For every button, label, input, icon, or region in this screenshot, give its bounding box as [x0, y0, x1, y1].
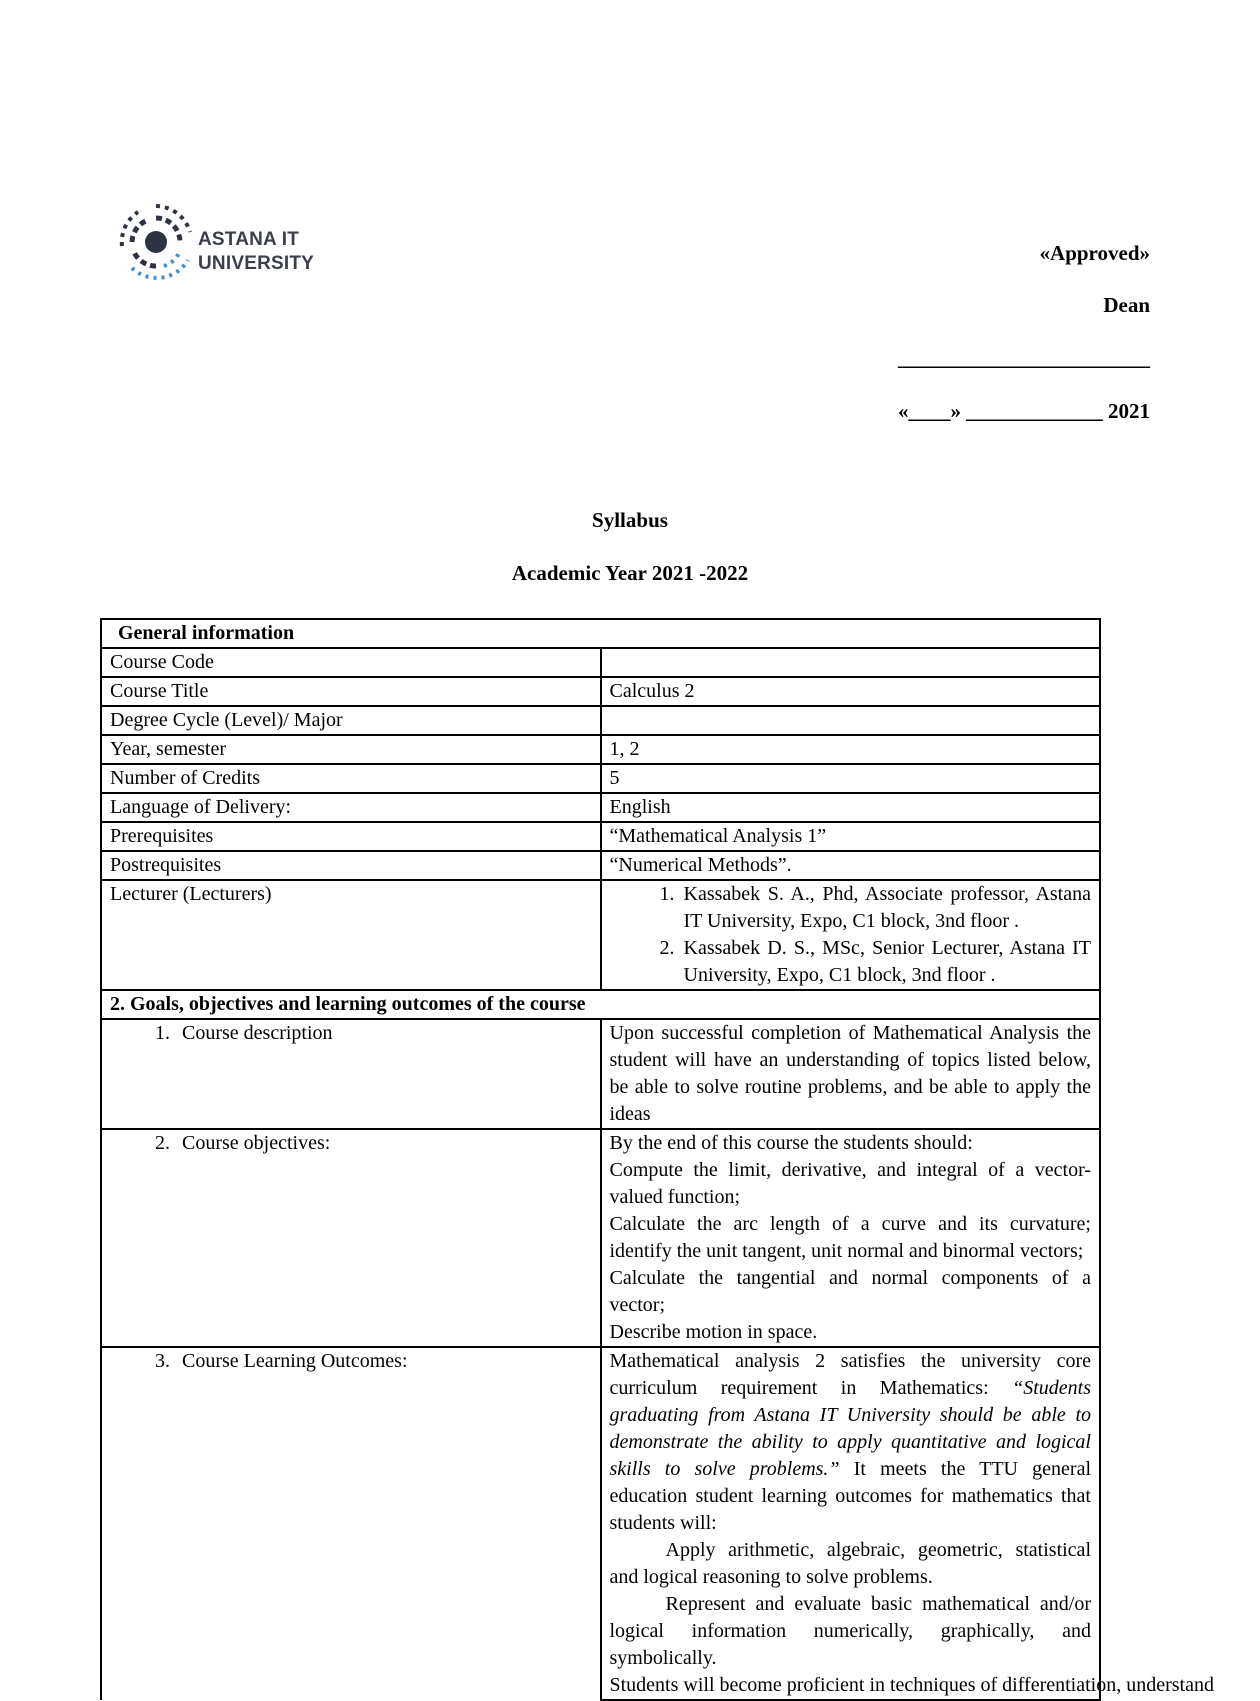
approved-label: «Approved» [1039, 241, 1150, 265]
outcomes-after-quote: It meets the TTU general education student learning outcomes for mathematics that students will: [609, 1458, 1091, 1534]
description-label: Course description [182, 1022, 333, 1044]
objective-line: By the end of this course the students should: [609, 1132, 973, 1154]
row-label: Language of Delivery: [101, 793, 601, 822]
lecturer-list [610, 881, 1092, 989]
row-value: 1, 2 [601, 735, 1101, 764]
logo-emblem-icon [118, 196, 198, 304]
table-row [101, 1347, 1100, 1700]
table-row [101, 764, 1100, 793]
outcomes-label: Course Learning Outcomes: [182, 1350, 408, 1372]
outcomes-intro: Mathematical analysis 2 satisfies the university core curriculum requirement in Mathematics: [609, 1350, 1091, 1399]
outcomes-text [601, 1347, 1214, 1700]
table-row [101, 822, 1100, 851]
university-logo [118, 196, 318, 304]
objective-line: Describe motion in space. [609, 1321, 818, 1343]
row-label [101, 1019, 601, 1129]
objective-line: Calculate the arc length of a curve and its curvature; identify the unit tangent, unit normal and binormal vectors; [609, 1213, 1091, 1262]
objective-line: Calculate the tangential and normal components of a vector; [609, 1267, 1091, 1316]
row-label [101, 1347, 601, 1700]
row-value: 5 [601, 764, 1101, 793]
table-row [101, 851, 1100, 880]
objectives-label: Course objectives: [182, 1132, 331, 1154]
outcomes-quote: “Students graduating from Astana IT University should be able to demonstrate the ability to apply quantitative and logical skills to solve problems.” [609, 1377, 1091, 1480]
row-label: Prerequisites [101, 822, 601, 851]
row-label: Number of Credits [101, 764, 601, 793]
row-value [601, 648, 1101, 677]
outcomes-paragraph [610, 1348, 1092, 1537]
section-header-row [101, 990, 1100, 1019]
row-label: Year, semester [101, 735, 601, 764]
description-text: Upon successful completion of Mathematical Analysis the student will have an understanding of topics listed below, be able to solve routine problems, and be able to apply the ideas [601, 1019, 1101, 1129]
row-value: “Numerical Methods”. [601, 851, 1101, 880]
row-label: Postrequisites [101, 851, 601, 880]
table-row [101, 1129, 1100, 1347]
lecturer-label: Lecturer (Lecturers) [101, 880, 601, 990]
date-line: «____» _____________ 2021 [898, 399, 1150, 423]
dean-label: Dean [1103, 293, 1150, 317]
lecturer-list-cell [601, 880, 1101, 990]
row-label: Course Title [101, 677, 601, 706]
item-number: 3. [155, 1350, 170, 1372]
table-row [101, 1019, 1100, 1129]
item-number: 1. [155, 1022, 170, 1044]
logo-line2: UNIVERSITY [198, 253, 315, 274]
table-row [101, 706, 1100, 735]
table-row [101, 648, 1100, 677]
logo-wordmark [198, 228, 314, 276]
row-value: English [601, 793, 1101, 822]
outcome-point: Represent and evaluate basic mathematical and/or logical information numerically, graphically, and symbolically. [609, 1593, 1091, 1669]
goals-header: 2. Goals, objectives and learning outcomes of the course [101, 990, 1100, 1019]
item-number: 2. [155, 1132, 170, 1154]
objective-line: Compute the limit, derivative, and integral of a vector-valued function; [609, 1159, 1091, 1208]
table-row [101, 735, 1100, 764]
row-label: Degree Cycle (Level)/ Major [101, 706, 601, 735]
logo-line1: ASTANA IT [198, 229, 300, 250]
row-value: “Mathematical Analysis 1” [601, 822, 1101, 851]
page-title: Syllabus [592, 508, 668, 532]
syllabus-table [100, 618, 1214, 1701]
table-row [101, 793, 1100, 822]
outcome-point: Apply arithmetic, algebraic, geometric, statistical and logical reasoning to solve problems. [609, 1539, 1091, 1588]
outcomes-last-line: Students will become proficient in techniques of differentiation, understand [609, 1674, 1214, 1696]
objectives-text [601, 1129, 1101, 1347]
section-header-row [101, 619, 1100, 648]
academic-year: Academic Year 2021 -2022 [511, 561, 749, 585]
row-label [101, 1129, 601, 1347]
list-item: 2. Kassabek D. S., MSc, Senior Lecturer, Astana IT University, Expo, C1 block, 3nd floor . [680, 935, 1092, 989]
signature-line: ________________________ [898, 346, 1150, 370]
table-row [101, 880, 1100, 990]
row-value: Calculus 2 [601, 677, 1101, 706]
row-value [601, 706, 1101, 735]
table-row [101, 677, 1100, 706]
general-info-header: General information [101, 619, 1100, 648]
list-item: 1. Kassabek S. A., Phd, Associate professor, Astana IT University, Expo, C1 block, 3nd floor . [680, 881, 1092, 935]
row-label: Course Code [101, 648, 601, 677]
